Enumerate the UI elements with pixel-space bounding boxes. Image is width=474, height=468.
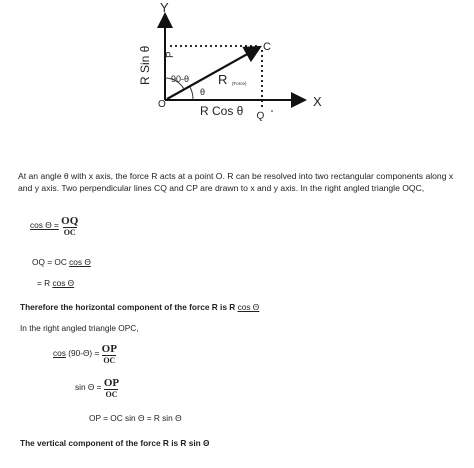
equation-sin-theta bbox=[75, 377, 119, 399]
x-axis-label: X bbox=[313, 94, 322, 109]
eq4-numerator: OP bbox=[101, 343, 117, 355]
intro-paragraph: At an angle θ with x axis, the force R acts at a point O. R can be resolved into two rectangular components along x and y axis. Two perpendicular lines CQ and CP are drawn to x and y axis. In the right angled triangle OQC, bbox=[18, 171, 454, 194]
eq1-lhs: cos Θ = bbox=[30, 220, 59, 231]
eq1-numerator: OQ bbox=[61, 215, 79, 227]
eq5-numerator: OP bbox=[103, 377, 120, 389]
point-c-label: C bbox=[263, 41, 271, 53]
eq1-denominator: OC bbox=[63, 228, 76, 237]
force-label: R bbox=[218, 72, 228, 87]
equation-cos-theta bbox=[30, 215, 78, 237]
triangle-opc-text: In the right angled triangle OPC, bbox=[20, 323, 139, 333]
force-vector bbox=[167, 47, 260, 99]
eq3-cos: cos Θ bbox=[52, 278, 75, 288]
angle-theta-label: θ bbox=[200, 87, 206, 97]
point-o-label: O bbox=[158, 99, 166, 110]
angle-complement-label: 90-θ bbox=[171, 74, 190, 84]
eq5-fraction bbox=[104, 377, 119, 399]
eq4-denominator: OC bbox=[103, 356, 116, 365]
eq4-fraction bbox=[102, 343, 117, 365]
y-axis-label: Y bbox=[160, 0, 169, 15]
equation-r-cos bbox=[37, 278, 74, 288]
force-resolution-diagram bbox=[0, 0, 474, 160]
point-q-label: Q bbox=[255, 110, 266, 123]
eq5-denominator: OC bbox=[105, 390, 118, 399]
force-sub-label: (Force) bbox=[232, 81, 247, 86]
horizontal-text: Therefore the horizontal component of the force R is R bbox=[20, 302, 238, 312]
angle-arc-theta bbox=[190, 87, 193, 100]
eq1-fraction bbox=[61, 215, 78, 237]
eq4-cos: cos bbox=[53, 348, 66, 359]
r-cos-theta-label: R Cos θ bbox=[200, 104, 244, 118]
eq2-text: OQ = OC bbox=[32, 257, 70, 267]
vertical-component: The vertical component of the force R is R sin Θ bbox=[20, 438, 210, 448]
eq3-text: = R bbox=[37, 278, 53, 288]
eq5-lhs: sin Θ = bbox=[75, 382, 102, 393]
equation-cos-90 bbox=[53, 343, 117, 365]
point-p-label: P bbox=[165, 51, 176, 58]
r-sin-theta-label: R Sin θ bbox=[138, 45, 152, 85]
equation-oq bbox=[32, 257, 91, 267]
equation-op: OP = OC sin Θ = R sin Θ bbox=[89, 413, 182, 423]
horizontal-cos: cos Θ bbox=[237, 302, 260, 312]
horizontal-component bbox=[20, 302, 259, 312]
eq2-cos: cos Θ bbox=[69, 257, 91, 267]
eq4-lhs: (90-Θ) = bbox=[65, 348, 100, 359]
